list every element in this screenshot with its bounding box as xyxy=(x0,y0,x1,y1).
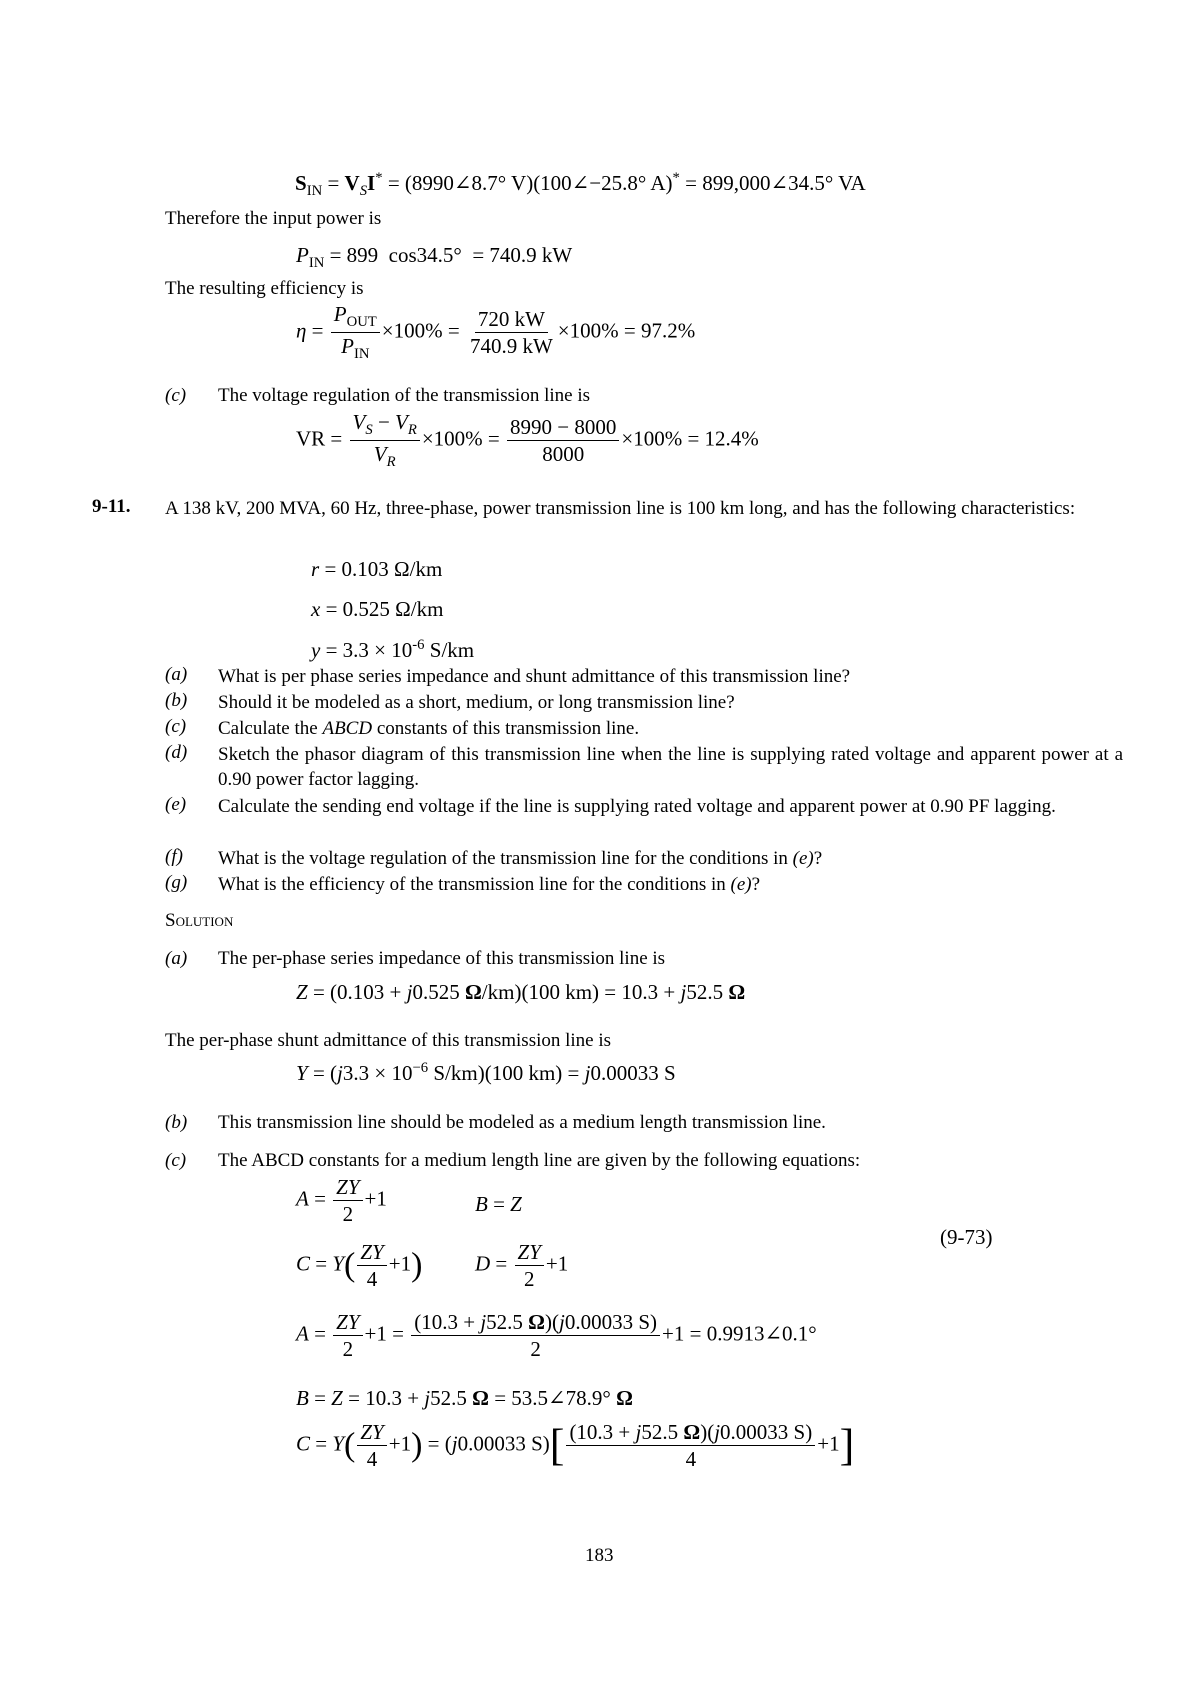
solution-c-label: (c) xyxy=(165,1150,187,1171)
solution-c-text: The ABCD constants for a medium length line are given by the following equations: xyxy=(218,1150,861,1171)
problem-statement: A 138 kV, 200 MVA, 60 Hz, three-phase, power transmission line is 100 km long, and has the following characteristics: xyxy=(165,498,1076,519)
question-f-label: (f) xyxy=(165,846,183,867)
part-c-label: (c) xyxy=(165,385,187,406)
page-number: 183 xyxy=(585,1545,614,1566)
solution-b-text: This transmission line should be modeled as a medium length transmission line. xyxy=(218,1112,826,1133)
question-e-label: (e) xyxy=(165,794,187,815)
solution-a-label: (a) xyxy=(165,948,188,969)
question-a-label: (a) xyxy=(165,664,188,685)
question-g-label: (g) xyxy=(165,872,188,893)
question-d: Sketch the phasor diagram of this transmission line when the line is supplying rated voltage and apparent power at a 0.90 power factor lagging. xyxy=(218,744,1123,790)
solution-b-label: (b) xyxy=(165,1112,188,1133)
eq-a-value: A = $\frac{ZY}{2}$ +1 = $\frac{(10.3 + j52.5 \Omega)(j0.00033 S)}{2}$ +1 = 0.9913∠0.1° xyxy=(296,1310,817,1362)
problem-number: 9-11. xyxy=(92,496,131,517)
question-a: What is per phase series impedance and shunt admittance of this transmission line? xyxy=(218,666,851,687)
question-b-label: (b) xyxy=(165,690,188,711)
eq-input-power: $P_{IN} = 899$ cos34.5° = 740.9 kW xyxy=(296,243,573,272)
question-b: Should it be modeled as a short, medium, or long transmission line? xyxy=(218,692,735,713)
eq-input-apparent-power: $S_{IN} = V_SI^*$ = (8990∠8.7° V)(100∠−25.8° A)* = 899,000∠34.5° VA xyxy=(295,170,866,200)
question-c-label: (c) xyxy=(165,716,187,737)
param-x: x = 0.525 Ω/km xyxy=(311,597,444,621)
input-power-intro: Therefore the input power is xyxy=(165,208,382,229)
eq-general-b: B = Z xyxy=(475,1192,522,1216)
question-c: Calculate the ABCD constants of this transmission line. xyxy=(218,718,640,739)
eq-efficiency: η = $\frac{P_{OUT}}{P_{IN}}$ ×100% = $\frac{720 kW}{740.9 kW}$ ×100% = 97.2% xyxy=(296,302,696,363)
eq-b-value: B = Z = 10.3 + j52.5 Ω = 53.5∠78.9° Ω xyxy=(296,1386,633,1410)
equation-number: (9-73) xyxy=(940,1225,993,1249)
eq-general-d: D = $\frac{ZY}{2}$ +1 xyxy=(475,1240,569,1292)
param-r: r = 0.103 Ω/km xyxy=(311,557,443,581)
question-f: What is the voltage regulation of the transmission line for the conditions in (e)? xyxy=(218,848,823,869)
eq-series-impedance: Z = (0.103 + j0.525 Ω/km)(100 km) = 10.3 + j52.5 Ω xyxy=(296,980,746,1004)
efficiency-intro: The resulting efficiency is xyxy=(165,278,364,299)
eq-voltage-regulation: VR = $\frac{V_S - V_R}{V_R}$ ×100% = $\frac{8990 - 8000}{8000}$ ×100% = 12.4% xyxy=(296,410,759,471)
eq-general-c: C = Y( $\frac{ZY}{4}$ +1) xyxy=(296,1240,423,1292)
eq-shunt-admittance: $Y = (j3.3 \times 10^{-6}$ S/km)(100 km) = j0.00033 S xyxy=(296,1060,676,1085)
question-d-label: (d) xyxy=(165,742,188,763)
question-e: Calculate the sending end voltage if the line is supplying rated voltage and apparent power at 0.90 PF lagging. xyxy=(218,796,1056,817)
solution-heading: Solution xyxy=(165,910,234,931)
eq-general-a: A = $\frac{ZY}{2}$ +1 xyxy=(296,1175,387,1227)
solution-a-text: The per-phase series impedance of this transmission line is xyxy=(218,948,666,969)
eq-c-value: C = Y( $\frac{ZY}{4}$ +1) = (j0.00033 S)[ $\frac{(10.3 + j52.5 \Omega)(j0.00033 S)}{4}$ +1] xyxy=(296,1420,855,1472)
question-g: What is the efficiency of the transmission line for the conditions in (e)? xyxy=(218,874,761,895)
voltage-regulation-intro: The voltage regulation of the transmission line is xyxy=(218,385,591,406)
param-y: $y = 3.3 \times 10^{-6}$ S/km xyxy=(311,637,475,662)
shunt-admittance-intro: The per-phase shunt admittance of this transmission line is xyxy=(165,1030,612,1051)
